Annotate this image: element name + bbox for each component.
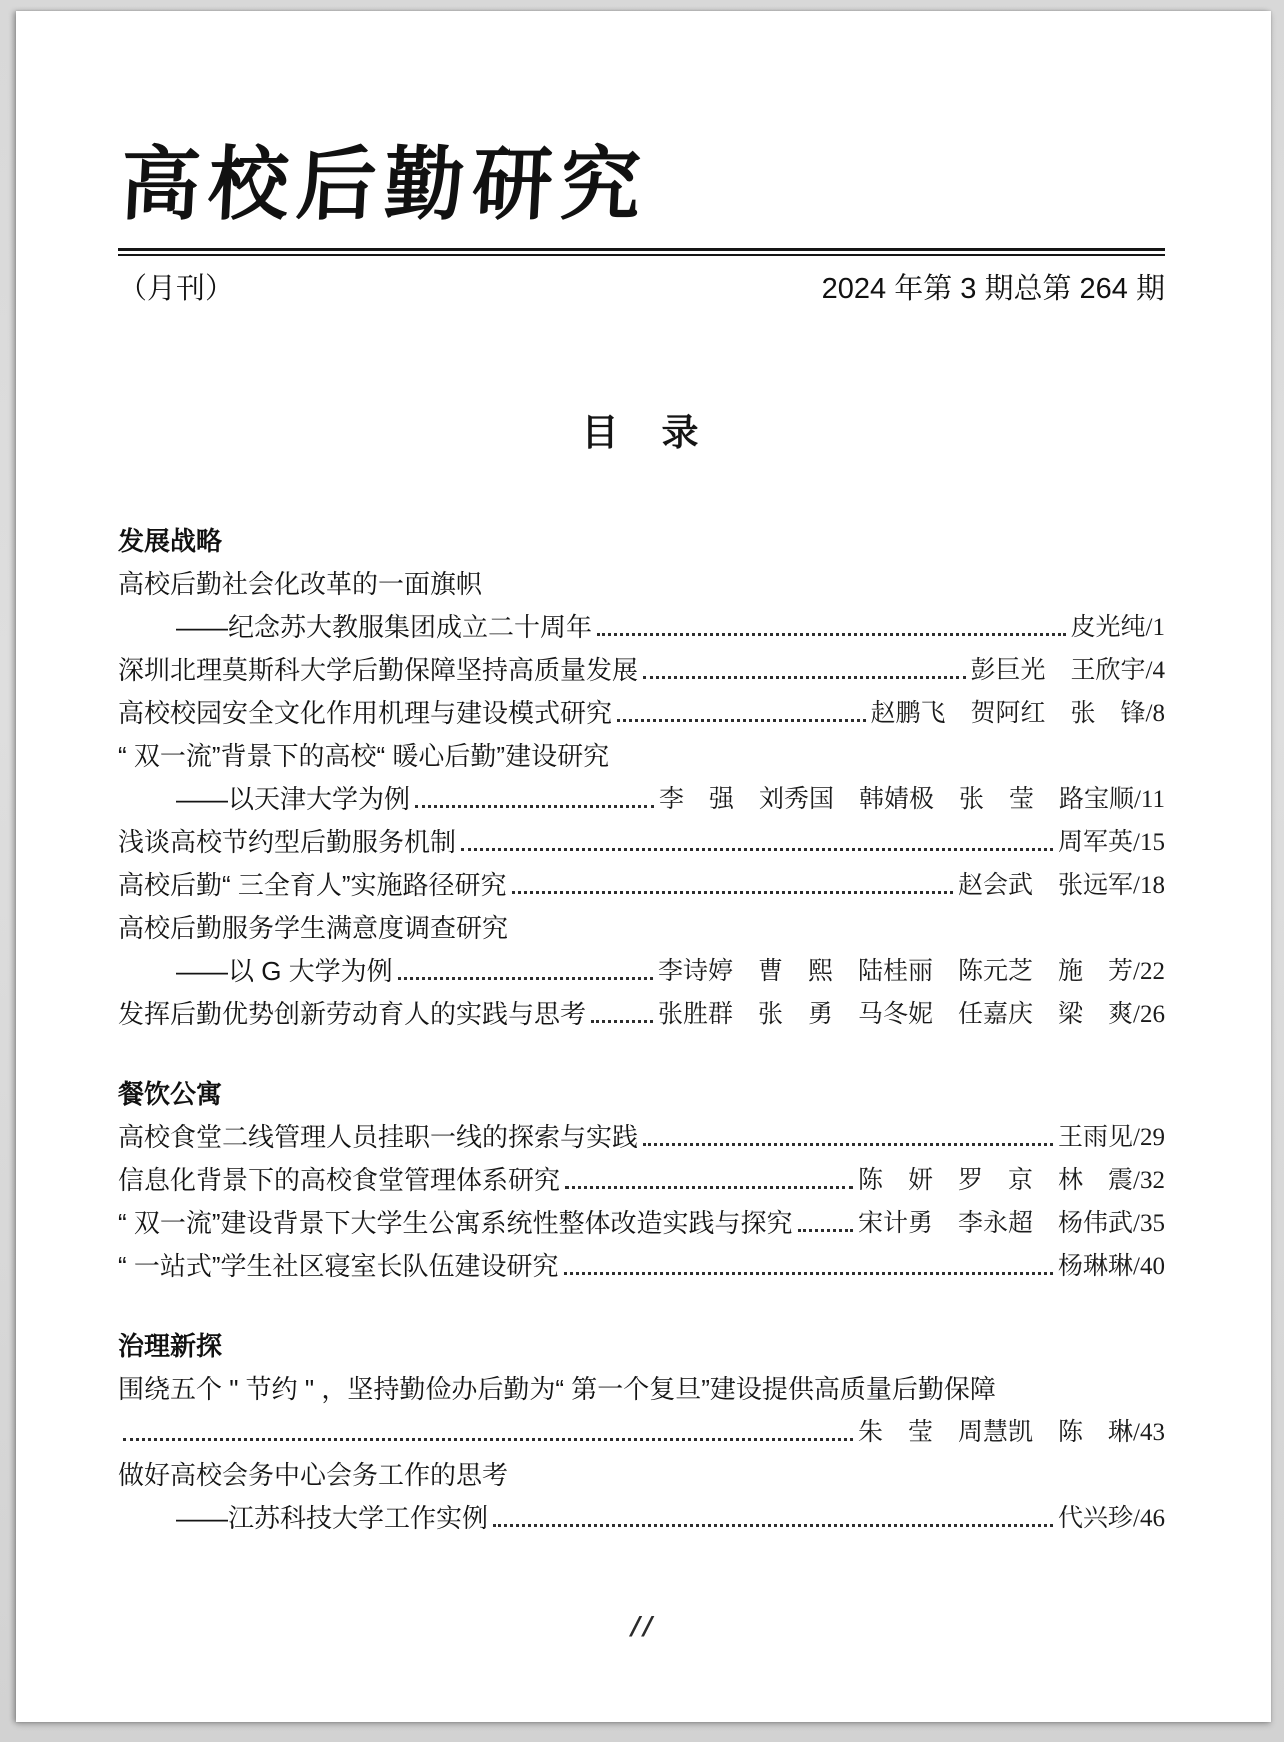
entry-authors-page: 宋计勇 李永超 杨伟武/35 — [858, 1210, 1165, 1237]
toc-entry-line — [118, 1497, 1165, 1540]
toc-entry-line — [118, 692, 1165, 735]
toc-entry-line — [118, 1202, 1165, 1245]
entry-authors-page: 陈 妍 罗 京 林 震/32 — [858, 1167, 1165, 1194]
entry-title-text: ——以 G 大学为例 — [176, 956, 393, 986]
monthly-label: （月刊） — [118, 273, 235, 305]
toc-entry-line — [118, 1245, 1165, 1288]
toc-heading: 目 录 — [581, 412, 702, 453]
entry-title-text: “ 双一流”背景下的高校“ 暖心后勤”建设研究 — [118, 741, 610, 771]
entry-authors-page: 李诗婷 曹 熙 陆桂丽 陈元芝 施 芳/22 — [658, 958, 1165, 985]
toc-entry-line — [118, 993, 1165, 1036]
entry-title-text: ——纪念苏大教服集团成立二十周年 — [176, 612, 593, 642]
entry-authors-page: 王雨见/29 — [1058, 1124, 1165, 1151]
toc-entry-title-line — [118, 563, 1165, 606]
entry-title-text: 发挥后勤优势创新劳动育人的实践与思考 — [118, 999, 587, 1029]
section-header: 治理新探 — [118, 1331, 223, 1361]
entry-title-text: ——以天津大学为例 — [176, 784, 411, 814]
entry-title-text: 高校校园安全文化作用机理与建设模式研究 — [118, 698, 613, 728]
toc-entry-line — [118, 1116, 1165, 1159]
entry-title-text: 信息化背景下的高校食堂管理体系研究 — [118, 1165, 561, 1195]
entry-title-text: ——江苏科技大学工作实例 — [176, 1503, 489, 1533]
toc-entry-line — [118, 606, 1165, 649]
toc-section — [118, 1325, 1165, 1540]
toc-entry-title-line — [118, 735, 1165, 778]
entry-authors-page: 朱 莹 周慧凯 陈 琳/43 — [858, 1419, 1165, 1446]
page-number-mark: // — [631, 1611, 656, 1640]
toc-entry-title-line — [118, 907, 1165, 950]
entry-authors-page: 赵会武 张远军/18 — [958, 872, 1165, 899]
toc-entry-line — [118, 1159, 1165, 1202]
entry-title-text: 高校后勤社会化改革的一面旗帜 — [118, 569, 483, 599]
toc-entry-line — [118, 950, 1165, 993]
entry-title-text: “ 双一流”建设背景下大学生公寓系统性整体改造实践与探究 — [118, 1208, 793, 1238]
entry-title-text: 深圳北理莫斯科大学后勤保障坚持高质量发展 — [118, 655, 639, 685]
masthead-double-rule — [118, 248, 1165, 256]
entry-authors-page: 彭巨光 王欣宇/4 — [970, 657, 1165, 684]
entry-title-text: “ 一站式”学生社区寝室长队伍建设研究 — [118, 1251, 559, 1281]
section-header: 餐饮公寓 — [118, 1079, 223, 1109]
entry-authors-page: 张胜群 张 勇 马冬妮 任嘉庆 梁 爽/26 — [658, 1001, 1165, 1028]
toc-sections — [118, 520, 1165, 1540]
entry-authors-page: 赵鹏飞 贺阿红 张 锋/8 — [870, 700, 1165, 727]
entry-title-text: 高校后勤服务学生满意度调查研究 — [118, 913, 509, 943]
entry-authors-page: 杨琳琳/40 — [1058, 1253, 1165, 1280]
entry-title-text: 做好高校会务中心会务工作的思考 — [118, 1460, 509, 1490]
toc-entry-line — [118, 649, 1165, 692]
entry-authors-page: 李 强 刘秀国 韩婧极 张 莹 路宝顺/11 — [658, 786, 1165, 813]
entry-authors-page: 周军英/15 — [1058, 829, 1165, 856]
entry-title-text: 浅谈高校节约型后勤服务机制 — [118, 827, 457, 857]
toc-entry-title-line — [118, 1454, 1165, 1497]
entry-title-text: 高校食堂二线管理人员挂职一线的探索与实践 — [118, 1122, 639, 1152]
toc-entry-line — [118, 778, 1165, 821]
toc-section — [118, 1073, 1165, 1288]
page-content — [16, 138, 1271, 1540]
entry-authors-page: 皮光纯/1 — [1070, 614, 1165, 641]
entry-authors-page: 代兴珍/46 — [1058, 1505, 1165, 1532]
toc-section — [118, 520, 1165, 1036]
toc-entry-line — [118, 1411, 1165, 1454]
toc-entry-line — [118, 821, 1165, 864]
issue-number-label: 2024 年第 3 期总第 264 期 — [821, 273, 1165, 305]
scanned-page — [16, 11, 1271, 1722]
section-header: 发展战略 — [118, 526, 223, 556]
entry-title-text: 围绕五个 " 节约 " ，坚持勤俭办后勤为“ 第一个复旦”建设提供高质量后勤保障 — [118, 1374, 996, 1404]
toc-entry-title-line — [118, 1368, 1165, 1411]
entry-title-text: 高校后勤“ 三全育人”实施路径研究 — [118, 870, 507, 900]
toc-entry-line — [118, 864, 1165, 907]
journal-masthead-title: 高校后勤研究 — [117, 137, 651, 231]
issue-info-row — [118, 266, 1165, 307]
